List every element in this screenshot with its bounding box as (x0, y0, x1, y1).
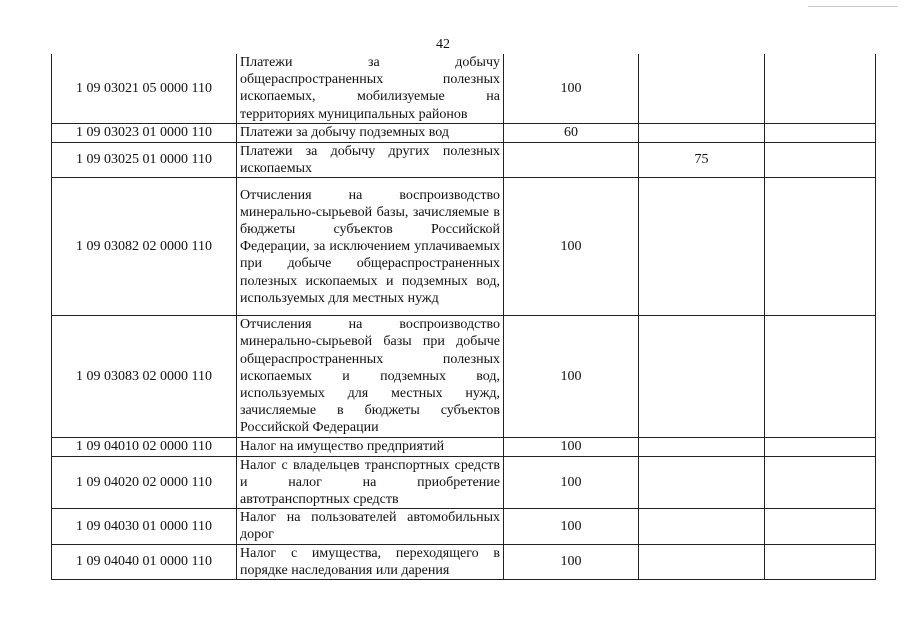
value-cell (765, 437, 876, 456)
description-cell: Платежи за добычу подземных вод (237, 123, 504, 142)
code-cell: 1 09 03083 02 0000 110 (52, 316, 237, 437)
table-row (52, 509, 876, 544)
value-cell (765, 178, 876, 316)
value-cell (639, 54, 765, 123)
value-cell (639, 123, 765, 142)
value-cell (765, 142, 876, 177)
description-cell: Платежи за добычу общераспространенных полезных ископаемых, мобилизуемые на территориях муниципальных районов (237, 54, 504, 123)
value-cell (765, 316, 876, 437)
value-cell: 75 (639, 142, 765, 177)
value-cell: 100 (504, 437, 639, 456)
code-cell: 1 09 03021 05 0000 110 (52, 54, 237, 123)
code-cell: 1 09 04040 01 0000 110 (52, 544, 237, 579)
value-cell: 100 (504, 178, 639, 316)
description-cell: Налог на имущество предприятий (237, 437, 504, 456)
table-row (52, 544, 876, 579)
table-row (52, 54, 876, 123)
description-cell: Налог с владельцев транспортных средств и налог на приобретение автотранспортных средств (237, 456, 504, 509)
value-cell: 100 (504, 456, 639, 509)
description-cell: Налог на пользователей автомобильных дорог (237, 509, 504, 544)
description-cell: Налог с имущества, переходящего в порядке наследования или дарения (237, 544, 504, 579)
table-row (52, 456, 876, 509)
value-cell (639, 544, 765, 579)
value-cell (639, 509, 765, 544)
table-row (52, 123, 876, 142)
code-cell: 1 09 04020 02 0000 110 (52, 456, 237, 509)
scan-artifact-line (808, 6, 898, 7)
table-row (52, 178, 876, 316)
code-cell: 1 09 04030 01 0000 110 (52, 509, 237, 544)
value-cell (639, 178, 765, 316)
code-cell: 1 09 03023 01 0000 110 (52, 123, 237, 142)
description-cell: Отчисления на воспроизводство минерально-сырьевой базы, зачисляемые в бюджеты субъектов Российской Федерации, за исключением уплачиваемых при добыче общераспространенных полезных ископаемых и подземных вод, используемых для местных нужд (237, 178, 504, 316)
value-cell (639, 316, 765, 437)
code-cell: 1 09 03082 02 0000 110 (52, 178, 237, 316)
description-cell: Отчисления на воспроизводство минерально-сырьевой базы при добыче общераспространенных полезных ископаемых и подземных вод, используемых для местных нужд, зачисляемые в бюджеты субъектов Российской Федерации (237, 316, 504, 437)
value-cell (765, 123, 876, 142)
value-cell (639, 437, 765, 456)
table-row (52, 142, 876, 177)
value-cell (765, 509, 876, 544)
value-cell: 100 (504, 509, 639, 544)
value-cell (765, 456, 876, 509)
value-cell: 100 (504, 316, 639, 437)
page-number: 42 (436, 37, 450, 52)
value-cell (765, 54, 876, 123)
value-cell: 100 (504, 54, 639, 123)
value-cell: 100 (504, 544, 639, 579)
table-row (52, 316, 876, 437)
description-cell: Платежи за добычу других полезных ископаемых (237, 142, 504, 177)
value-cell (504, 142, 639, 177)
code-cell: 1 09 04010 02 0000 110 (52, 437, 237, 456)
value-cell (639, 456, 765, 509)
revenue-table (51, 54, 876, 580)
value-cell (765, 544, 876, 579)
value-cell: 60 (504, 123, 639, 142)
table-row (52, 437, 876, 456)
code-cell: 1 09 03025 01 0000 110 (52, 142, 237, 177)
